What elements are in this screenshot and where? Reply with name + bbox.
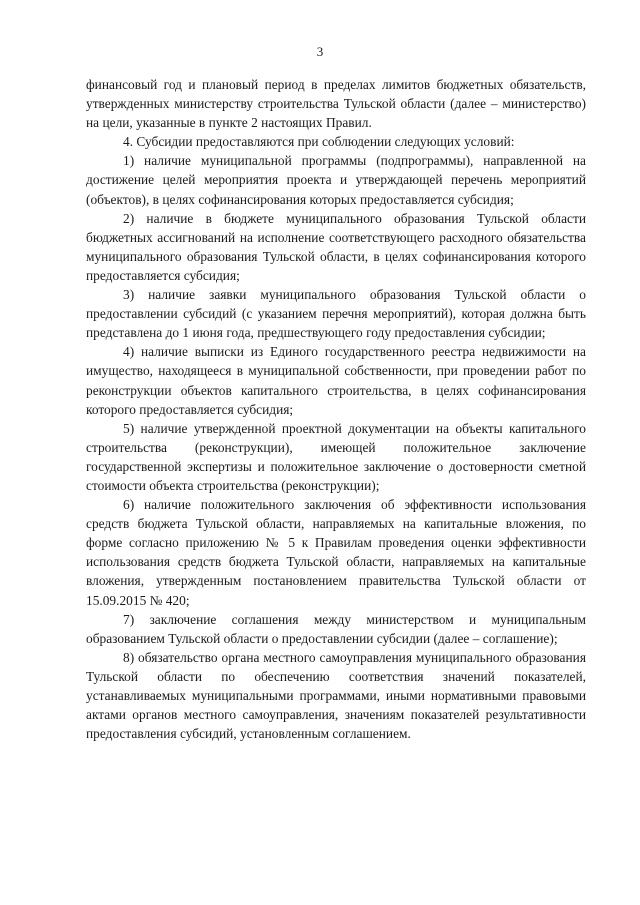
- paragraph-condition-4: 4) наличие выписки из Единого государственного реестра недвижимости на имущество, находящееся в муниципальной собственности, при проведении работ по реконструкции объектов капитального строительства, в целях софинансирования которого предоставляется субсидия;: [86, 344, 586, 417]
- paragraph-condition-6: 6) наличие положительного заключения об эффективности использования средств бюджета Тульской области, направляемых на капитальные вложения, по форме согласно приложению № 5 к Правилам проведения оценки эффективности использования средств бюджета Тульской области, направляемых на капитальные вложения, утвержденным постановлением правительства Тульской области от 15.09.2015 № 420;: [86, 497, 586, 608]
- document-body: [86, 75, 586, 743]
- page-number: 3: [316, 44, 324, 59]
- paragraph-continuation: финансовый год и плановый период в пределах лимитов бюджетных обязательств, утвержденных министерству строительства Тульской области (далее – министерство) на цели, указанные в пункте 2 настоящих Правил.: [86, 77, 586, 131]
- paragraph-condition-8: 8) обязательство органа местного самоуправления муниципального образования Тульской области по обеспечению соответствия значений показателей, устанавливаемых муниципальными программами, иными нормативными правовыми актами органов местного самоуправления, значениям показателей результативности предоставления субсидий, установленным соглашением.: [86, 649, 586, 742]
- paragraph-condition-1: 1) наличие муниципальной программы (подпрограммы), направленной на достижение целей мероприятия проекта и утверждающей перечень мероприятий (объектов), в целях софинансирования которых предоставляется субсидия;: [86, 153, 586, 207]
- paragraph-condition-3: 3) наличие заявки муниципального образования Тульской области о предоставлении субсидий (с указанием перечня мероприятий), которая должна быть представлена до 1 июня года, предшествующего году предоставления субсидии;: [86, 287, 586, 341]
- paragraph-item-4: 4. Субсидии предоставляются при соблюдении следующих условий:: [123, 134, 515, 150]
- paragraph-condition-7: 7) заключение соглашения между министерством и муниципальным образованием Тульской области о предоставлении субсидии (далее – соглашение);: [86, 611, 586, 646]
- paragraph-condition-2: 2) наличие в бюджете муниципального образования Тульской области бюджетных ассигнований на исполнение соответствующего расходного обязательства муниципального образования Тульской области, в целях софинансирования которого предоставляется субсидия;: [86, 210, 586, 283]
- paragraph-condition-5: 5) наличие утвержденной проектной документации на объекты капитального строительства (реконструкции), имеющей положительное заключение государственной экспертизы и положительное заключение о достоверности сметной стоимости объекта строительства (реконструкции);: [86, 420, 586, 493]
